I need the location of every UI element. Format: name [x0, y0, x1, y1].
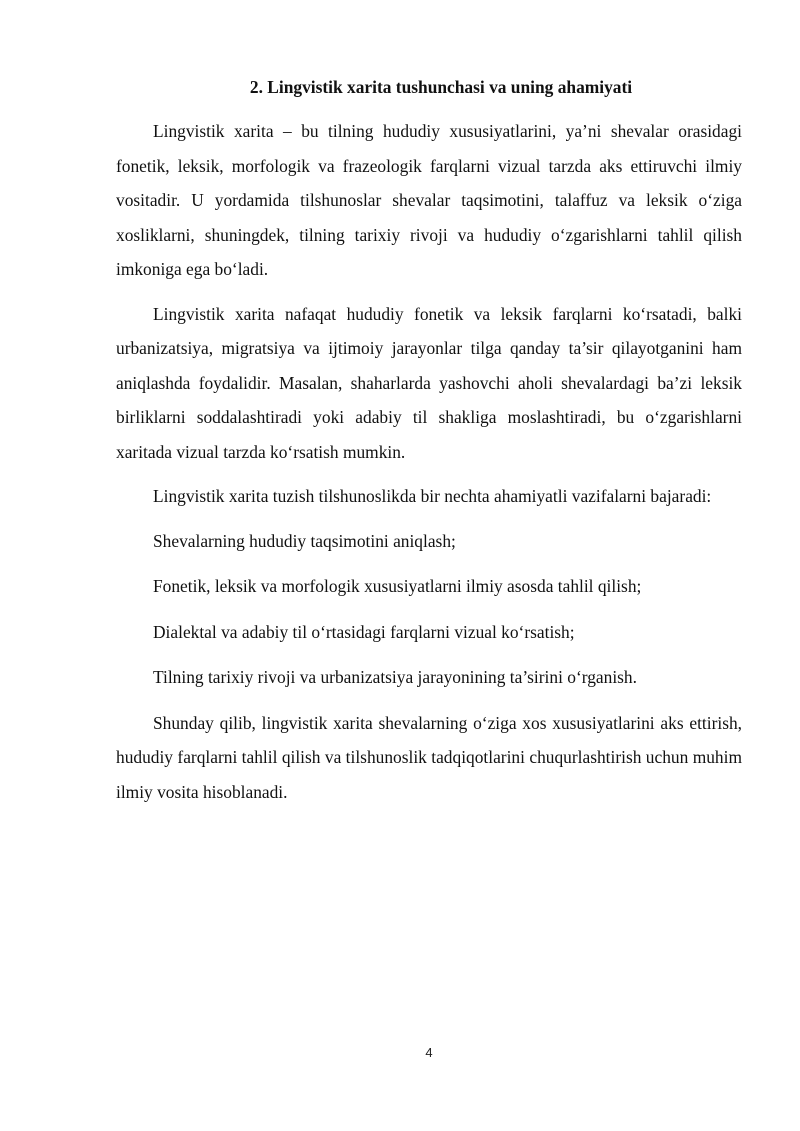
paragraph-definition: Lingvistik xarita – bu tilning hududiy xususiyatlarini, ya’ni shevalar orasidagi fonetik, leksik, morfologik va frazeologik farqlarni vizual tarzda aks ettiruvchi ilmiy vositadir. U yordamida tilshunoslar shevalar taqsimotini, talaffuz va leksik o‘ziga xosliklarni, shuningdek, tilning tarixiy rivoji va hududiy o‘zgarishlarni tahlil qilish imkoniga ega bo‘ladi. [116, 121, 742, 279]
list-item-task-1: Shevalarning hududiy taqsimotini aniqlash; [153, 530, 456, 551]
paragraph-tasks-intro: Lingvistik xarita tuzish tilshunoslikda bir nechta ahamiyatli vazifalarni bajaradi: [153, 486, 712, 506]
list-item-task-3: Dialektal va adabiy til o‘rtasidagi farqlarni vizual ko‘rsatish; [153, 621, 575, 642]
paragraph-conclusion: Shunday qilib, lingvistik xarita shevalarning o‘ziga xos xususiyatlarini aks ettirish, hududiy farqlarni tahlil qilish va tilshunoslik tadqiqotlarini chuqurlashtirish uchun muhim ilmiy vosita hisoblanadi. [116, 712, 742, 802]
paragraph-usage: Lingvistik xarita nafaqat hududiy fonetik va leksik farqlarni ko‘rsatadi, balki urbanizatsiya, migratsiya va ijtimoiy jarayonlar tilga qanday ta’sir qilayotganini ham aniqlashda foydalidir. Masalan, shaharlarda yashovchi aholi shevalardagi ba’zi leksik birliklarni soddalashtiradi yoki adabiy til shakliga moslashtiradi, bu o‘zgarishlarni xaritada vizual tarzda ko‘rsatish mumkin. [116, 303, 742, 462]
list-item-task-2: Fonetik, leksik va morfologik xususiyatlarni ilmiy asosda tahlil qilish; [153, 576, 642, 596]
list-item-task-4: Tilning tarixiy rivoji va urbanizatsiya jarayonining ta’sirini o‘rganish. [153, 667, 637, 687]
body-text [116, 114, 742, 819]
page-number: 4 [425, 1045, 433, 1060]
section-heading: 2. Lingvistik xarita tushunchasi va uning ahamiyati [249, 77, 633, 97]
